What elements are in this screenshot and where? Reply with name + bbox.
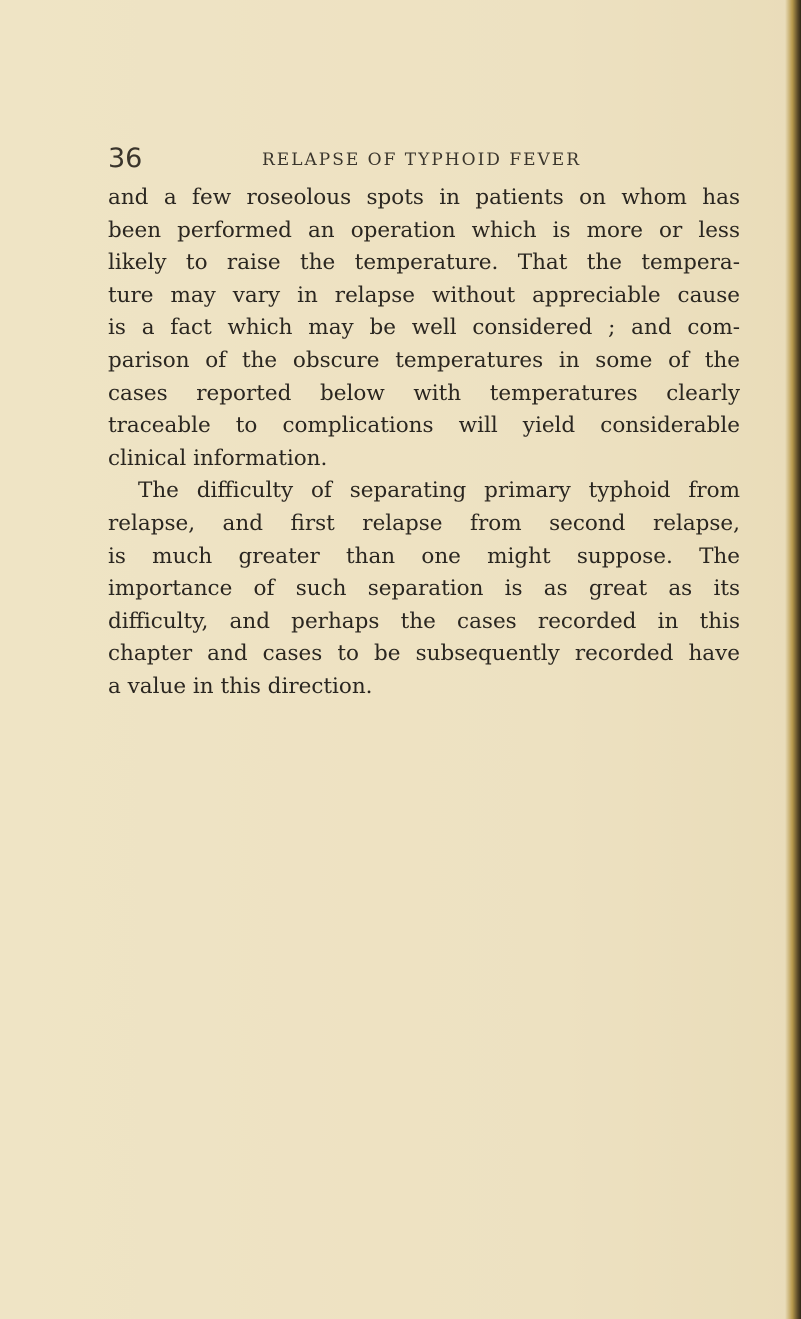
page-header [108,143,748,173]
page-edge-shadow [785,0,801,1319]
text-line: cases reported below with temperatures clearly [108,380,740,406]
paragraph [108,475,740,703]
text-line: a value in this direction. [108,673,373,699]
text-line: parison of the obscure temperatures in some of the [108,347,740,373]
running-head: RELAPSE OF TYPHOID FEVER [262,150,582,170]
text-line: chapter and cases to be subsequently recorded have [108,641,740,667]
text-line: relapse, and first relapse from second relapse, [108,510,740,536]
paragraph [108,182,740,475]
page-number: 36 [108,143,143,174]
text-line: is much greater than one might suppose. The [108,543,740,569]
text-line: clinical information. [108,445,328,471]
body-text [108,182,740,704]
text-line: likely to raise the temperature. That the tempera- [108,250,740,276]
text-line: ture may vary in relapse without appreciable cause [108,282,740,308]
text-line: traceable to complications will yield considerable [108,413,740,439]
text-line: difficulty, and perhaps the cases recorded in this [108,608,740,634]
text-line: importance of such separation is as great as its [108,576,740,602]
text-line: The difficulty of separating primary typhoid from [138,478,740,504]
text-line: is a fact which may be well considered ; and com- [108,315,740,341]
text-line: and a few roseolous spots in patients on whom has [108,185,740,210]
text-line: been performed an operation which is more or less [108,217,740,243]
